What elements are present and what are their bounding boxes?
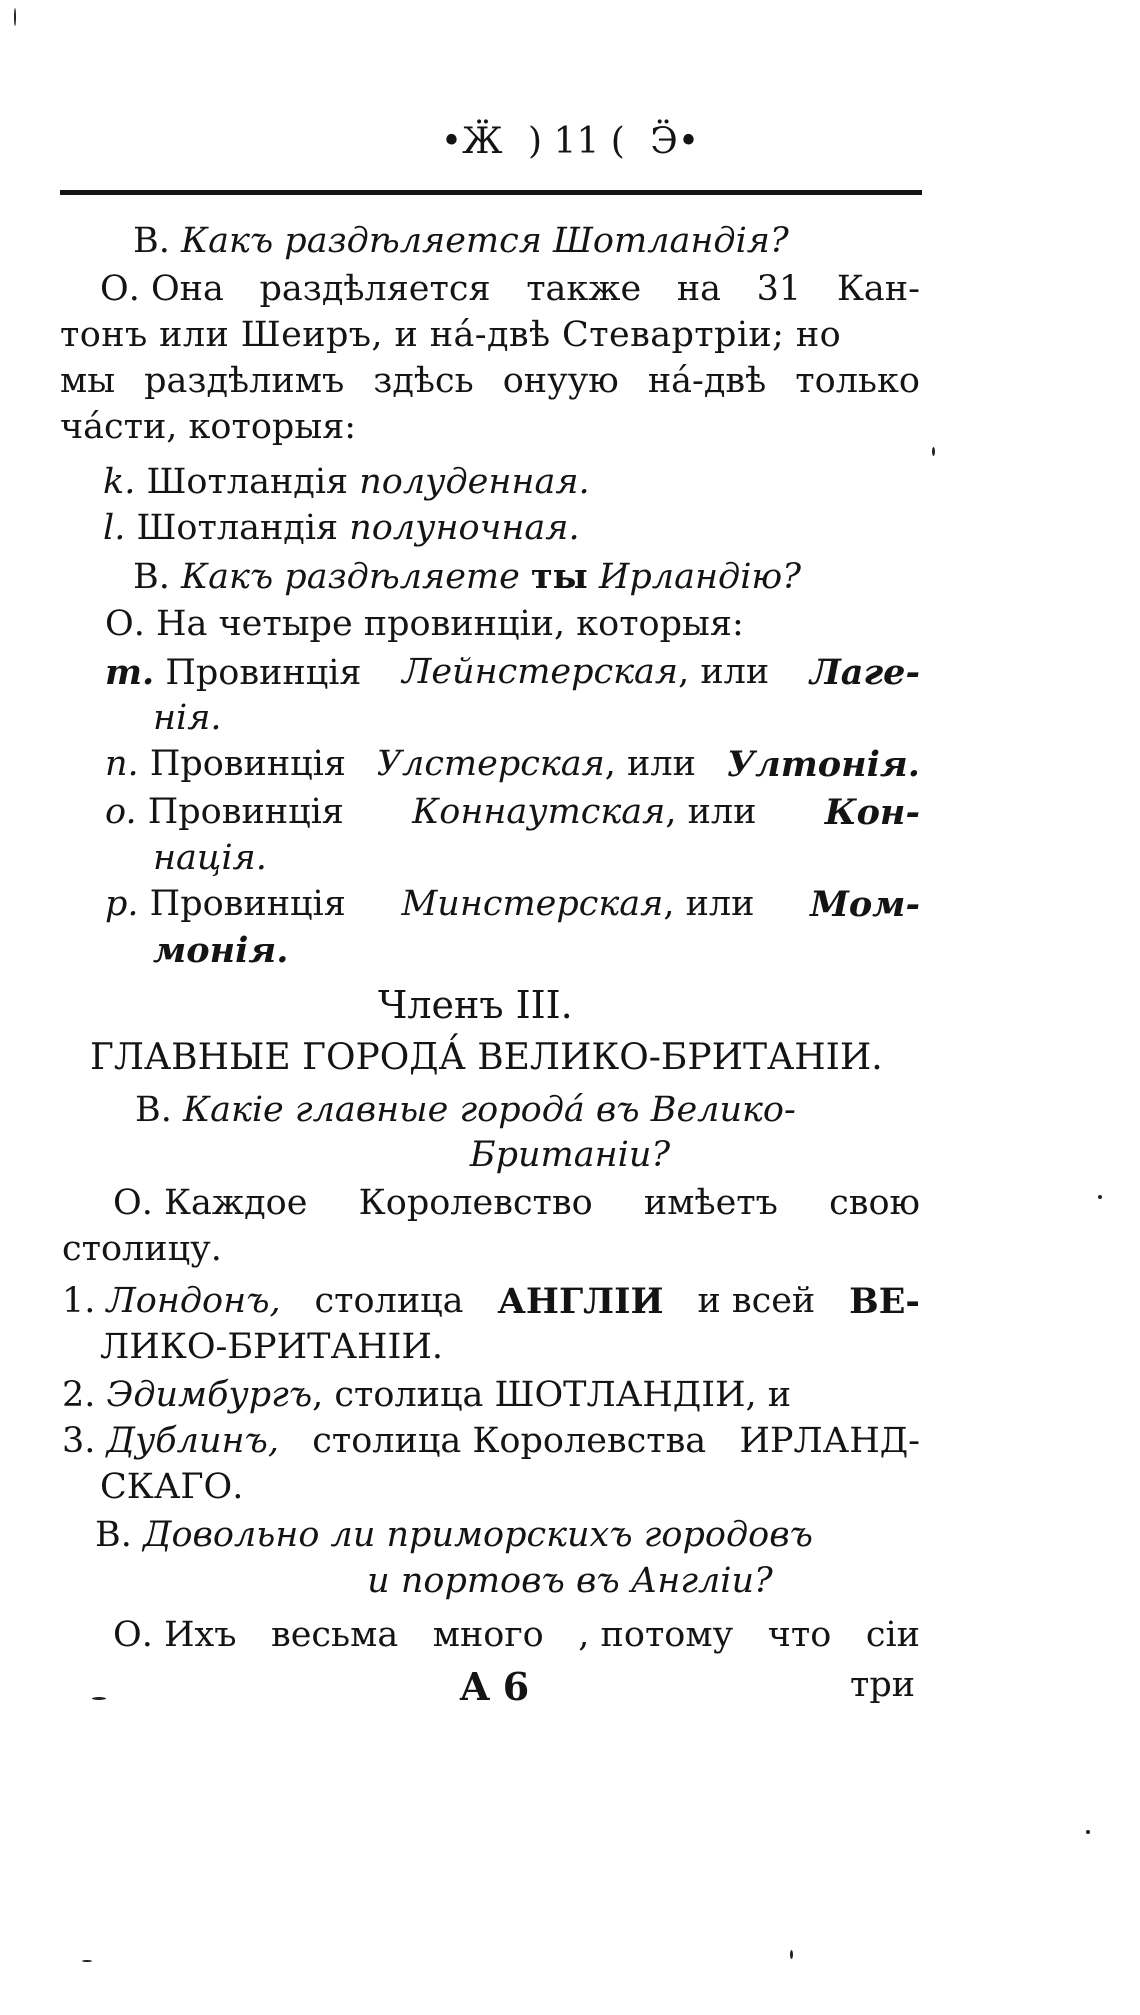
question-marker: В.	[95, 1515, 132, 1555]
list-item-k	[103, 462, 590, 502]
word: мы	[60, 361, 116, 401]
answer-marker: О.	[105, 604, 145, 644]
question-scotland	[133, 221, 789, 261]
question-text: Какъ раздѣляете	[181, 557, 520, 597]
right-ornament: Ӭ•	[650, 121, 700, 162]
word: много	[432, 1615, 544, 1655]
answer-line: столицу.	[62, 1229, 222, 1269]
scan-speck	[932, 447, 935, 456]
item-marker: p.	[105, 884, 139, 924]
item-marker: n.	[105, 744, 139, 784]
item-continuation: монія.	[153, 930, 289, 971]
city-item-3	[62, 1421, 920, 1461]
item-number: 2.	[62, 1375, 96, 1415]
item-text: Провинція	[147, 792, 344, 832]
answer-line	[113, 1615, 920, 1655]
question-text-cont: Британіи?	[469, 1135, 671, 1175]
question-text: Какъ раздѣляется Шотландія?	[181, 221, 789, 261]
country-name: ВЕ-	[849, 1281, 920, 1322]
item-marker: o.	[105, 792, 137, 832]
country-name: АНГЛІИ	[497, 1281, 664, 1322]
word: здѣсь	[373, 361, 474, 401]
item-marker: k.	[103, 462, 136, 502]
item-text: Провинція	[165, 653, 362, 693]
city-item-2	[62, 1375, 792, 1415]
word: на	[676, 269, 722, 309]
item-italic: Лаге-	[809, 652, 920, 693]
question-text: ты	[530, 556, 588, 597]
question-text-cont: и портовъ въ Англіи?	[367, 1561, 773, 1601]
item-text: , столица	[312, 1375, 484, 1415]
word: раздѣляется	[259, 269, 491, 309]
running-header	[0, 121, 1140, 162]
word: 31	[756, 269, 802, 309]
question-text: Довольно ли приморскихъ городовъ	[143, 1515, 813, 1555]
item-italic: Улстерская	[376, 744, 605, 784]
question-cities	[135, 1090, 796, 1130]
item-text: Шотландія	[136, 508, 339, 548]
item-marker: l.	[103, 508, 126, 548]
header-rule	[60, 190, 922, 195]
word: что	[767, 1615, 832, 1655]
word: Кан-	[836, 269, 920, 309]
item-text: и всей	[697, 1281, 816, 1321]
question-text: Ирландію?	[598, 557, 801, 597]
city-name: Лондонъ,	[106, 1281, 281, 1321]
item-text: столица Королевства	[312, 1421, 707, 1461]
item-text: Провинція	[149, 884, 346, 924]
word: , потому	[578, 1615, 734, 1655]
word: раздѣлимъ	[144, 361, 345, 401]
answer-line: тонъ или Шеиръ, и на́-двѣ Стевартріи; но	[60, 315, 842, 355]
question-ireland	[133, 556, 801, 597]
list-item-m	[105, 652, 920, 693]
item-number: 1.	[62, 1281, 96, 1321]
question-marker: В.	[133, 557, 170, 597]
item-number: 3.	[62, 1421, 96, 1461]
answer-line	[60, 361, 920, 401]
item-text: , или	[665, 792, 757, 832]
word: О. Она	[100, 269, 224, 309]
city-name: Дублинъ,	[106, 1421, 280, 1461]
item-italic: Кон-	[824, 792, 920, 833]
list-item-n	[105, 744, 920, 785]
word: весьма	[271, 1615, 399, 1655]
question-ports	[95, 1515, 813, 1555]
word: О. Ихъ	[113, 1615, 237, 1655]
item-italic: Мом-	[810, 884, 920, 925]
item-marker: m.	[105, 652, 155, 693]
item-text: , или	[604, 744, 696, 784]
question-text: Какіе главные города́ въ Велико-	[183, 1090, 796, 1130]
answer-line	[105, 604, 744, 644]
item-italic: Ултонія.	[726, 744, 920, 785]
section-heading: ГЛАВНЫЕ ГОРОДА́ ВЕЛИКО-БРИТАНІИ.	[90, 1037, 883, 1078]
answer-line	[113, 1183, 920, 1223]
item-italic: Минстерская	[401, 884, 664, 924]
item-italic: Лейнстерская	[402, 652, 679, 692]
item-continuation: нія.	[153, 698, 222, 738]
scan-speck	[82, 1960, 92, 1962]
item-text: , и	[745, 1375, 792, 1415]
signature-mark: A 6	[460, 1664, 530, 1709]
answer-line: ча́сти, которыя:	[60, 407, 357, 447]
scan-speck	[1098, 1195, 1102, 1199]
left-ornament: •Ӝ	[440, 121, 503, 162]
word: только	[795, 361, 920, 401]
word: онуую	[502, 361, 619, 401]
word: О. Каждое	[113, 1183, 308, 1223]
page-number: ) 11 (	[528, 121, 625, 162]
word: сіи	[865, 1615, 920, 1655]
scan-speck	[14, 8, 16, 26]
item-italic: Коннаутская	[412, 792, 666, 832]
item-continuation: СКАГО.	[100, 1467, 244, 1507]
country-name: ШОТЛАНДІИ	[494, 1375, 746, 1415]
item-text: , или	[678, 652, 770, 692]
item-text: столица	[314, 1281, 464, 1321]
catchword: три	[850, 1665, 916, 1705]
city-name: Эдимбургъ	[106, 1375, 313, 1415]
item-italic: полуночная.	[349, 508, 580, 548]
item-text: , или	[663, 884, 755, 924]
list-item-l	[103, 508, 580, 548]
country-name: ИРЛАНД-	[739, 1421, 920, 1461]
question-marker: В.	[133, 221, 170, 261]
item-continuation: ЛИКО-БРИТАНІИ.	[100, 1327, 443, 1367]
word: Королевство	[358, 1183, 593, 1223]
scan-speck	[1086, 1830, 1090, 1834]
section-member: Членъ III.	[378, 983, 573, 1027]
item-continuation: нація.	[153, 838, 267, 878]
item-text: Шотландія	[146, 462, 349, 502]
list-item-p	[105, 884, 920, 925]
answer-text: На четыре провинціи, которыя:	[155, 604, 744, 644]
word: свою	[829, 1183, 920, 1223]
list-item-o	[105, 792, 920, 833]
scan-speck	[790, 1950, 793, 1959]
question-marker: В.	[135, 1090, 172, 1130]
word: также	[526, 269, 642, 309]
item-italic: полуденная.	[359, 462, 590, 502]
item-text: Провинція	[149, 744, 346, 784]
city-item-1	[62, 1281, 920, 1322]
word: имѣетъ	[643, 1183, 778, 1223]
scan-speck	[92, 1697, 106, 1700]
answer-line	[100, 269, 920, 309]
word: на́-двѣ	[647, 361, 767, 401]
